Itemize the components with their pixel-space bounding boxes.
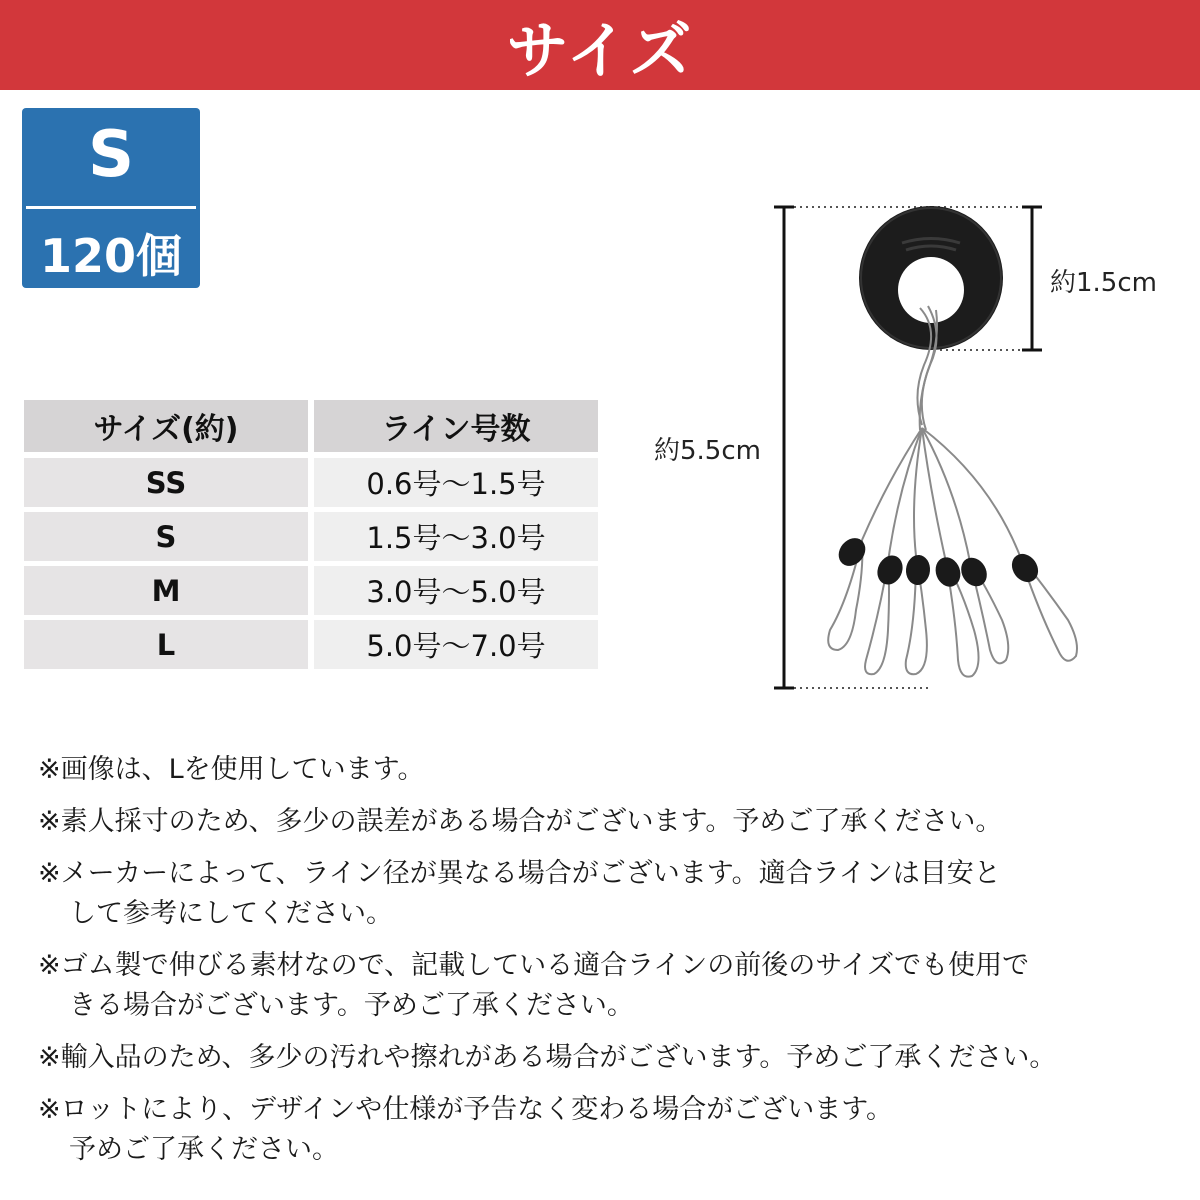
product-diagram: [640, 190, 1180, 710]
table-cell-size: L: [24, 620, 308, 669]
bead: [932, 554, 965, 590]
header-banner: [0, 0, 1200, 90]
bead: [1007, 549, 1044, 587]
note-text: ※画像は、Lを使用しています。: [38, 754, 425, 785]
note-text-continued: 予めご了承ください。: [69, 1134, 339, 1165]
note-item: [38, 946, 1188, 1026]
total-length-label: 約5.5cm: [654, 436, 761, 466]
note-text: ※メーカーによって、ライン径が異なる場合がございます。適合ラインは目安と: [38, 858, 1001, 889]
size-table: [24, 400, 598, 674]
bead: [873, 551, 907, 588]
badge-size-label: S: [87, 118, 135, 192]
ring-diameter-label: 約1.5cm: [1050, 268, 1157, 298]
bead: [956, 553, 992, 591]
note-item: [38, 750, 1188, 790]
wire-bundle: [828, 306, 1077, 677]
table-row: [24, 512, 598, 561]
note-item: [38, 1090, 1188, 1170]
bead: [905, 554, 932, 586]
page-title: サイズ: [506, 13, 694, 87]
table-cell-size: S: [24, 512, 308, 561]
table-cell-line: 0.6号〜1.5号: [314, 458, 598, 507]
note-item: [38, 802, 1188, 842]
table-cell-line: 5.0号〜7.0号: [314, 620, 598, 669]
bead: [833, 533, 871, 571]
table-cell-line: 3.0号〜5.0号: [314, 566, 598, 615]
table-header-row: [24, 400, 598, 452]
table-cell-line: 1.5号〜3.0号: [314, 512, 598, 561]
note-text: ※素人採寸のため、多少の誤差がある場合がございます。予めご了承ください。: [38, 806, 1003, 837]
note-item: [38, 1038, 1188, 1078]
table-row: [24, 566, 598, 615]
table-header-size: サイズ(約): [24, 400, 308, 452]
size-badge: [22, 108, 200, 288]
notes-list: [38, 750, 1188, 1176]
note-text: ※ゴム製で伸びる素材なので、記載している適合ラインの前後のサイズでも使用で: [38, 950, 1030, 981]
table-cell-size: M: [24, 566, 308, 615]
table-cell-size: SS: [24, 458, 308, 507]
table-row: [24, 458, 598, 507]
table-header-line: ライン号数: [314, 400, 598, 452]
table-row: [24, 620, 598, 669]
badge-count-label: 120個: [39, 229, 183, 283]
note-text-continued: して参考にしてください。: [69, 898, 393, 929]
note-text-continued: きる場合がございます。予めご了承ください。: [69, 990, 634, 1021]
badge-divider: [26, 206, 196, 209]
note-text: ※ロットにより、デザインや仕様が予告なく変わる場合がございます。: [38, 1094, 894, 1125]
note-text: ※輸入品のため、多少の汚れや擦れがある場合がございます。予めご了承ください。: [38, 1042, 1057, 1073]
note-item: [38, 854, 1188, 934]
